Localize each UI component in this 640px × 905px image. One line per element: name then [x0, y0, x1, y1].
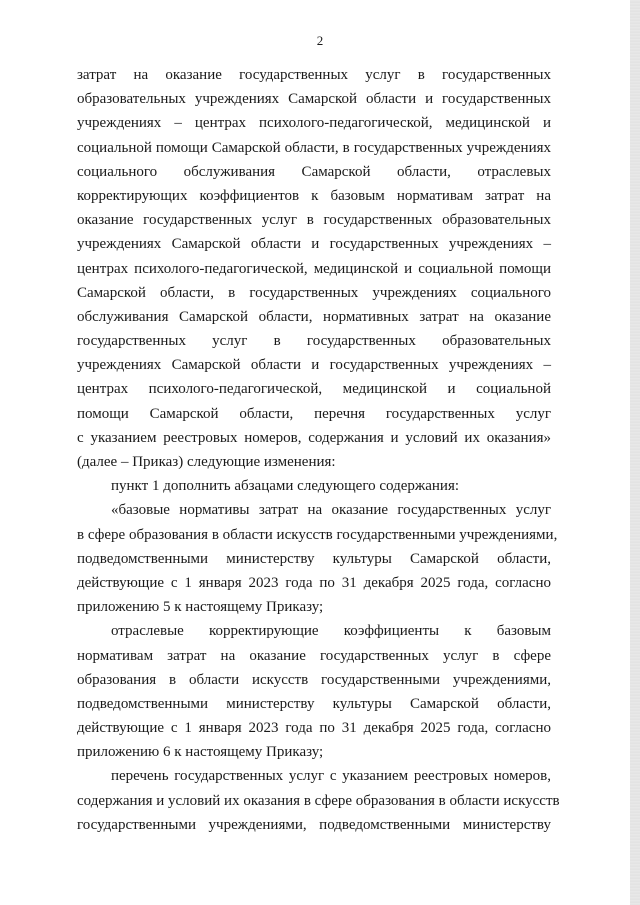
text-line: с указанием реестровых номеров, содержания и условий их оказания» [77, 429, 551, 446]
text-line: отраслевые корректирующие коэффициенты к базовым [111, 623, 551, 640]
text-line: помощи Самарской области, перечня государственных услуг [77, 405, 551, 422]
text-line: корректирующих коэффициентов к базовым нормативам затрат на [77, 187, 551, 204]
text-line: социального обслуживания Самарской области, отраслевых [77, 163, 551, 180]
text-line: обслуживания Самарской области, нормативных затрат на оказание [77, 308, 551, 325]
text-line: затрат на оказание государственных услуг в государственных [77, 67, 551, 83]
document-body [77, 63, 560, 837]
text-line: действующие с 1 января 2023 года по 31 декабря 2025 года, согласно [77, 574, 551, 591]
text-line: пункт 1 дополнить абзацами следующего содержания: [111, 478, 460, 495]
text-line: государственными учреждениями, подведомственными министерству [77, 816, 551, 833]
text-line: приложению 6 к настоящему Приказу; [77, 744, 324, 761]
text-line: образования в области искусств государственными учреждениями, [77, 671, 551, 688]
text-line: учреждениях Самарской области и государственных учреждениях – [77, 236, 551, 253]
text-line: подведомственными министерству культуры Самарской области, [77, 695, 551, 712]
text-line: оказание государственных услуг в государственных образовательных [77, 212, 551, 229]
text-line: государственных услуг в государственных образовательных [77, 333, 551, 350]
text-line: учреждениях Самарской области и государственных учреждениях – [77, 357, 551, 374]
text-line: в сфере образования в области искусств государственными учреждениями, [77, 526, 558, 543]
text-line: перечень государственных услуг с указанием реестровых номеров, [111, 768, 551, 785]
text-line: социальной помощи Самарской области, в государственных учреждениях [77, 139, 551, 156]
text-line: (далее – Приказ) следующие изменения: [77, 454, 336, 470]
text-line: «базовые нормативы затрат на оказание государственных услуг [111, 502, 551, 519]
text-line: центрах психолого-педагогической, медицинской и социальной помощи [77, 260, 551, 277]
text-line: действующие с 1 января 2023 года по 31 декабря 2025 года, согласно [77, 720, 551, 737]
text-line: центрах психолого-педагогической, медицинской и социальной [77, 381, 551, 398]
text-line: подведомственными министерству культуры Самарской области, [77, 550, 551, 567]
page-number: 2 [316, 33, 324, 48]
text-line: учреждениях – центрах психолого-педагогической, медицинской и [77, 115, 551, 132]
text-line: образовательных учреждениях Самарской области и государственных [77, 91, 551, 108]
text-line: содержания и условий их оказания в сфере образования в области искусств [77, 792, 560, 809]
text-line: приложению 5 к настоящему Приказу; [77, 599, 324, 616]
text-line: нормативам затрат на оказание государственных услуг в сфере [77, 647, 551, 664]
scan-edge-artifact [630, 0, 640, 905]
text-line: Самарской области, в государственных учреждениях социального [77, 284, 551, 301]
